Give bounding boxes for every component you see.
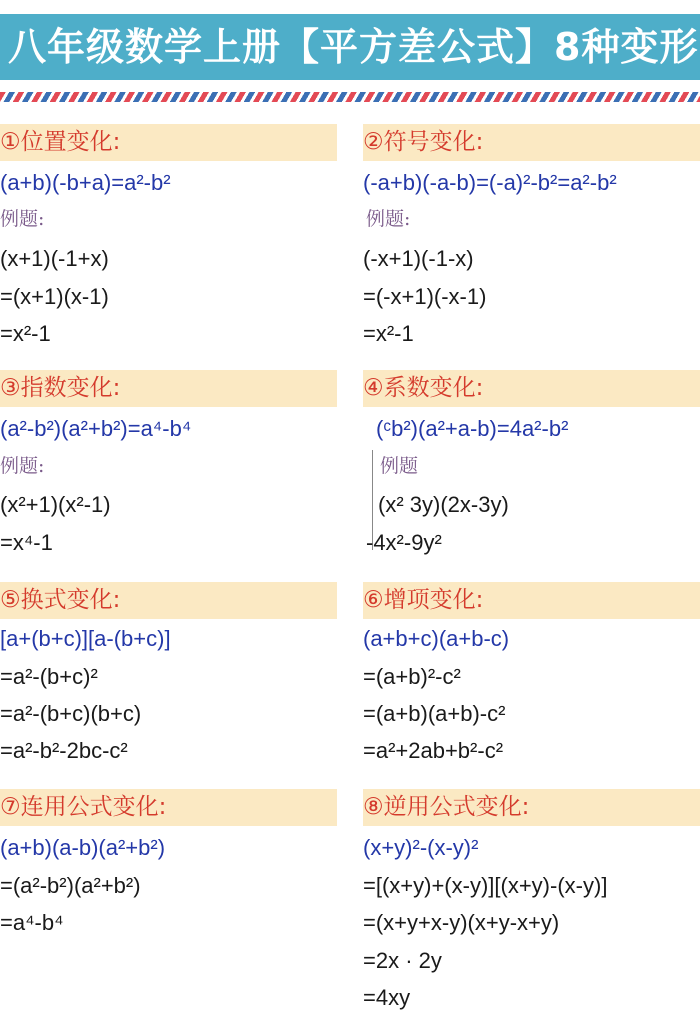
example-label: 例题: bbox=[366, 208, 411, 230]
example-line: (-x+1)(-1-x) bbox=[363, 246, 474, 271]
formula-reverse: (x+y)²-(x-y)² bbox=[363, 835, 479, 860]
section-heading-add-term: ⑥增项变化: bbox=[363, 582, 700, 619]
section-heading-substitution: ⑤换式变化: bbox=[0, 582, 337, 619]
formula-position: (a+b)(-b+a)=a²-b² bbox=[0, 170, 171, 195]
derivation-line: =(a+b)(a+b)-c² bbox=[363, 701, 506, 726]
section-heading-sign: ②符号变化: bbox=[363, 124, 700, 161]
example-label: 例题: bbox=[0, 208, 45, 230]
example-line: =x²-1 bbox=[363, 321, 414, 346]
derivation-line: =(x+y+x-y)(x+y-x+y) bbox=[363, 910, 560, 935]
section-heading-coefficient: ④系数变化: bbox=[363, 370, 700, 407]
derivation-line: =4xy bbox=[363, 985, 411, 1010]
example-line: =(-x+1)(-x-1) bbox=[363, 284, 487, 309]
formula-add-term: (a+b+c)(a+b-c) bbox=[363, 626, 510, 651]
derivation-line: =2x · 2y bbox=[363, 948, 442, 973]
formula-sign: (-a+b)(-a-b)=(-a)²-b²=a²-b² bbox=[363, 170, 617, 195]
example-line: (x+1)(-1+x) bbox=[0, 246, 109, 271]
formula-substitution: [a+(b+c)][a-(b+c)] bbox=[0, 626, 171, 651]
section-heading-repeated: ⑦连用公式变化: bbox=[0, 789, 337, 826]
section-heading-position: ①位置变化: bbox=[0, 124, 337, 161]
formula-exponent: (a²-b²)(a²+b²)=a⁴-b⁴ bbox=[0, 416, 192, 441]
derivation-line: =a²-(b+c)(b+c) bbox=[0, 701, 142, 726]
derivation-line: =a²-b²-2bc-c² bbox=[0, 738, 128, 763]
example-label: 例题: bbox=[0, 455, 45, 477]
derivation-line: =(a²-b²)(a²+b²) bbox=[0, 873, 141, 898]
section-heading-exponent: ③指数变化: bbox=[0, 370, 337, 407]
decorative-stripe bbox=[0, 92, 700, 102]
example-line: -4x²-9y² bbox=[366, 530, 442, 555]
example-line: =(x+1)(x-1) bbox=[0, 284, 109, 309]
page-title: 八年级数学上册【平方差公式】8种变形 bbox=[0, 14, 700, 80]
derivation-line: =a²+2ab+b²-c² bbox=[363, 738, 504, 763]
example-line: =x⁴-1 bbox=[0, 530, 53, 555]
example-line: (x²+1)(x²-1) bbox=[0, 492, 111, 517]
derivation-line: =[(x+y)+(x-y)][(x+y)-(x-y)] bbox=[363, 873, 608, 898]
derivation-line: =a⁴-b⁴ bbox=[0, 910, 64, 935]
derivation-line: =(a+b)²-c² bbox=[363, 664, 461, 689]
example-label: 例题 bbox=[380, 455, 419, 477]
section-heading-reverse: ⑧逆用公式变化: bbox=[363, 789, 700, 826]
example-line: =x²-1 bbox=[0, 321, 51, 346]
formula-coefficient: (ᶜb²)(a²+a-b)=4a²-b² bbox=[376, 416, 569, 441]
example-line: (x² 3y)(2x-3y) bbox=[378, 492, 509, 517]
formula-repeated: (a+b)(a-b)(a²+b²) bbox=[0, 835, 166, 860]
derivation-line: =a²-(b+c)² bbox=[0, 664, 98, 689]
